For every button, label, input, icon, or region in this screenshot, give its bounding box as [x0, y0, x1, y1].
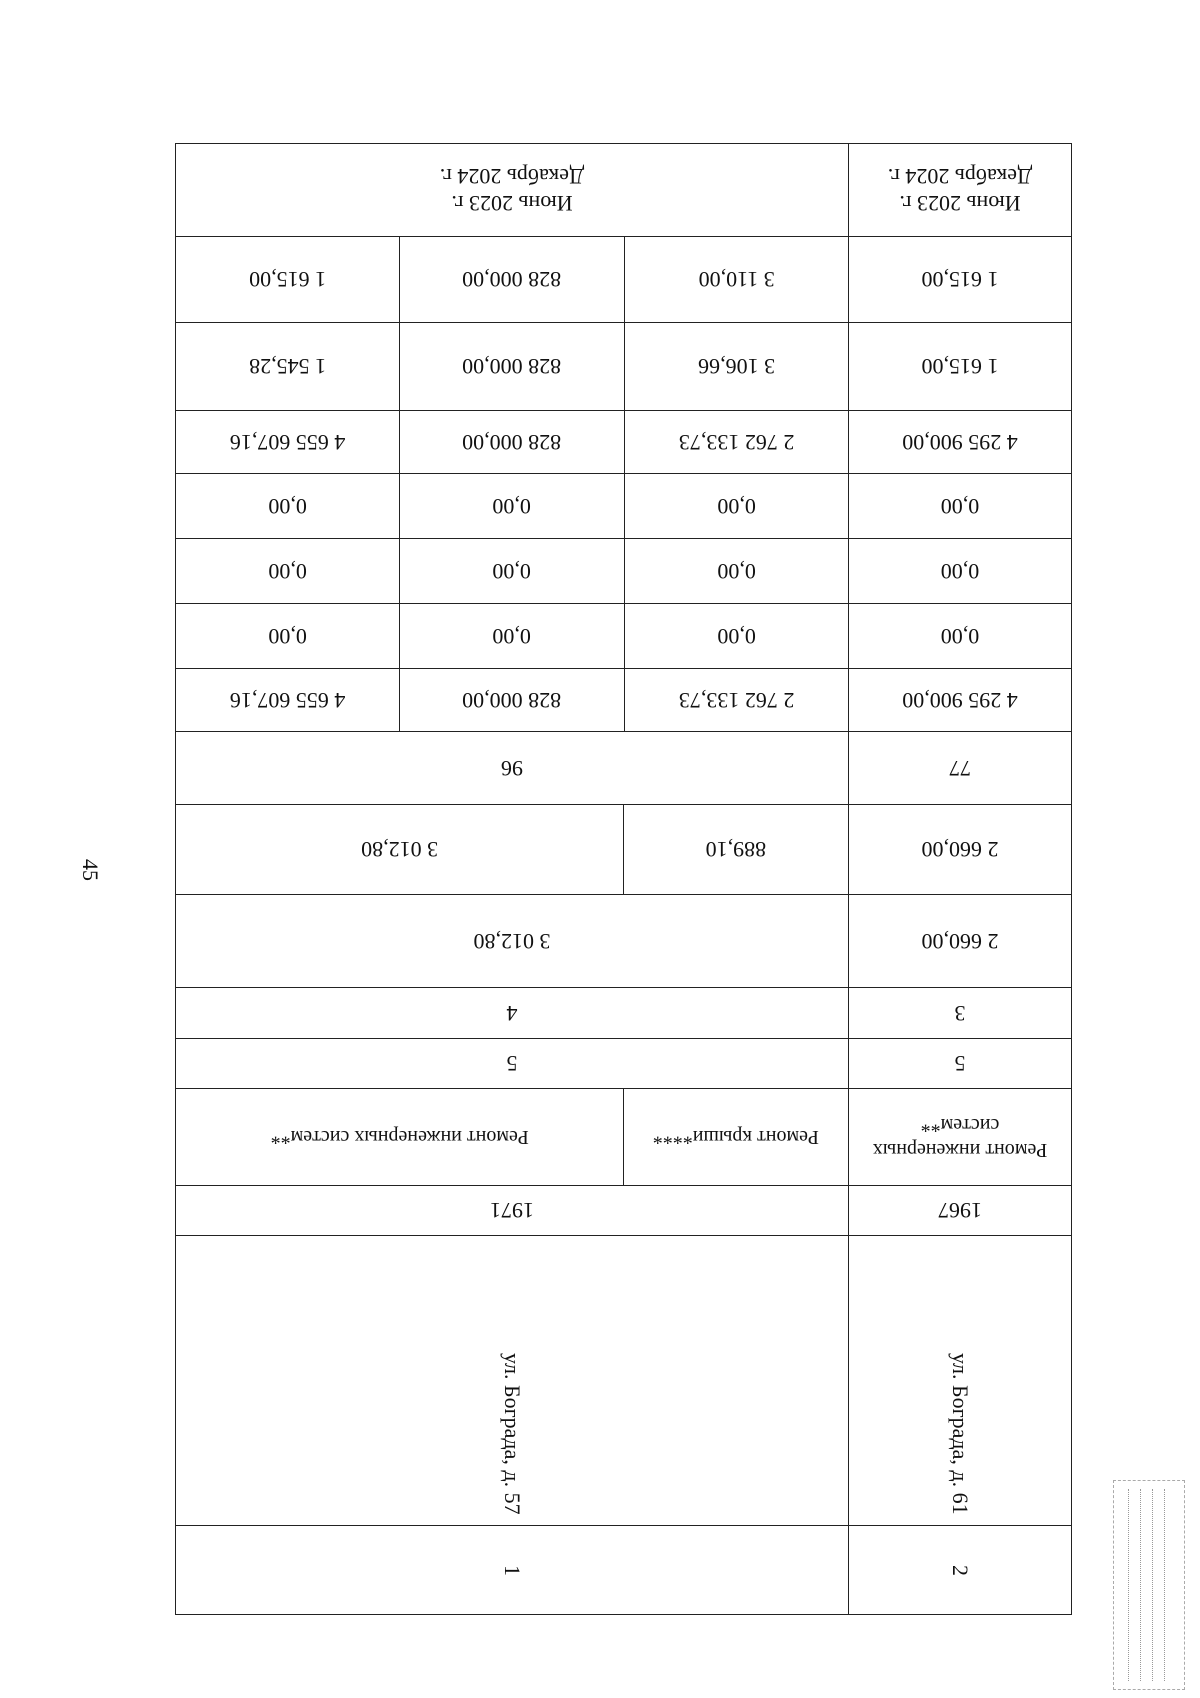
zero-value: 0,00: [940, 623, 980, 649]
work-type-label: Ремонт крыши****: [653, 1126, 820, 1149]
unit-cost-value: 1 545,28: [249, 354, 327, 380]
col4-cell: [176, 987, 848, 1038]
col4-cell: [849, 987, 1071, 1038]
col5-value: 5: [954, 1051, 966, 1077]
count-cell: [849, 731, 1071, 804]
zero-value: 0,00: [492, 558, 532, 584]
cost-value: 2 762 133,73: [678, 429, 795, 455]
area-total-cell: [176, 894, 848, 987]
cost-total-row: [176, 410, 848, 473]
work-type-label: Ремонт инженерных систем**: [270, 1126, 529, 1149]
work-type-label: Ремонт инженерных: [872, 1139, 1048, 1161]
zero-cell: [849, 603, 1071, 668]
area-part-cell: [849, 804, 1071, 894]
limit-cost-value: 3 110,00: [698, 267, 775, 293]
zero-row: [176, 473, 848, 538]
zero-value: 0,00: [717, 493, 756, 519]
count-value: 96: [501, 755, 523, 781]
address-cell: [849, 1235, 1071, 1525]
cost-value: 4 655 607,16: [229, 687, 346, 713]
unit-cost-value: 828 000,00: [462, 354, 562, 380]
period-cell: [176, 144, 848, 236]
limit-cost-value: 1 615,00: [249, 267, 327, 293]
zero-value: 0,00: [492, 623, 532, 649]
table-row-2: [848, 144, 1071, 1614]
unit-cost-value: 1 615,00: [921, 354, 999, 380]
cost-value: 828 000,00: [462, 687, 562, 713]
table-row-1: [176, 144, 848, 1614]
row-number: 2: [947, 1564, 973, 1576]
zero-cell: [849, 473, 1071, 538]
work-type-cell: [849, 1088, 1071, 1185]
row-number: 1: [499, 1564, 525, 1576]
limit-cost-value: 828 000,00: [462, 267, 562, 293]
period-start: Июнь 2023 г.: [451, 191, 573, 217]
year-value: 1967: [938, 1198, 982, 1224]
cost-value: 4 295 900,00: [902, 429, 1018, 455]
work-type-row: [176, 1088, 848, 1185]
zero-value: 0,00: [717, 623, 756, 649]
cost-value: 2 762 133,73: [678, 687, 795, 713]
faint-stamp: [1113, 1480, 1185, 1690]
limit-cost-cell: [849, 236, 1071, 322]
cost-total-row: [176, 668, 848, 731]
area-parts-row: [176, 804, 848, 894]
zero-value: 0,00: [268, 623, 307, 649]
zero-row: [176, 538, 848, 603]
zero-value: 0,00: [492, 493, 532, 519]
address-text: ул. Бограда, д. 61: [947, 1353, 973, 1515]
address-cell: [176, 1235, 848, 1525]
area-total-value: 2 660,00: [921, 928, 999, 954]
rotated-table: [175, 143, 1072, 1615]
row-number-cell: [176, 1525, 848, 1614]
cost-total-cell: [849, 668, 1071, 731]
area-value: 3 012,80: [361, 837, 439, 863]
zero-value: 0,00: [940, 493, 980, 519]
zero-value: 0,00: [268, 493, 307, 519]
area-total-value: 3 012,80: [473, 928, 551, 954]
row-number-cell: [849, 1525, 1071, 1614]
col5-cell: [849, 1038, 1071, 1088]
zero-value: 0,00: [268, 558, 307, 584]
area-value: 2 660,00: [921, 837, 999, 863]
zero-row: [176, 603, 848, 668]
period-end: Декабрь 2024 г.: [439, 164, 585, 189]
col5-value: 5: [506, 1051, 518, 1077]
unit-cost-value: 3 106,66: [697, 354, 775, 380]
count-value: 77: [949, 755, 971, 781]
year-cell: [176, 1185, 848, 1235]
limit-cost-row: [176, 236, 848, 322]
period-cell: [849, 144, 1071, 236]
work-type-label: систем**: [920, 1114, 1000, 1136]
col4-value: 3: [954, 1000, 966, 1026]
zero-cell: [849, 538, 1071, 603]
page-number: 45: [78, 859, 103, 881]
unit-cost-row: [176, 322, 848, 410]
year-cell: [849, 1185, 1071, 1235]
area-total-cell: [849, 894, 1071, 987]
zero-value: 0,00: [717, 558, 756, 584]
period-end: Декабрь 2024 г.: [887, 164, 1033, 189]
count-cell: [176, 731, 848, 804]
unit-cost-cell: [849, 322, 1071, 410]
cost-total-cell: [849, 410, 1071, 473]
zero-value: 0,00: [940, 558, 980, 584]
limit-cost-value: 1 615,00: [921, 267, 999, 293]
cost-value: 4 295 900,00: [902, 687, 1018, 713]
year-value: 1971: [490, 1198, 534, 1224]
col4-value: 4: [506, 1000, 518, 1026]
area-value: 889,10: [705, 837, 767, 863]
cost-value: 828 000,00: [462, 429, 562, 455]
period-start: Июнь 2023 г.: [899, 191, 1021, 217]
address-text: ул. Бограда, д. 57: [499, 1353, 525, 1515]
cost-value: 4 655 607,16: [229, 429, 346, 455]
col5-cell: [176, 1038, 848, 1088]
